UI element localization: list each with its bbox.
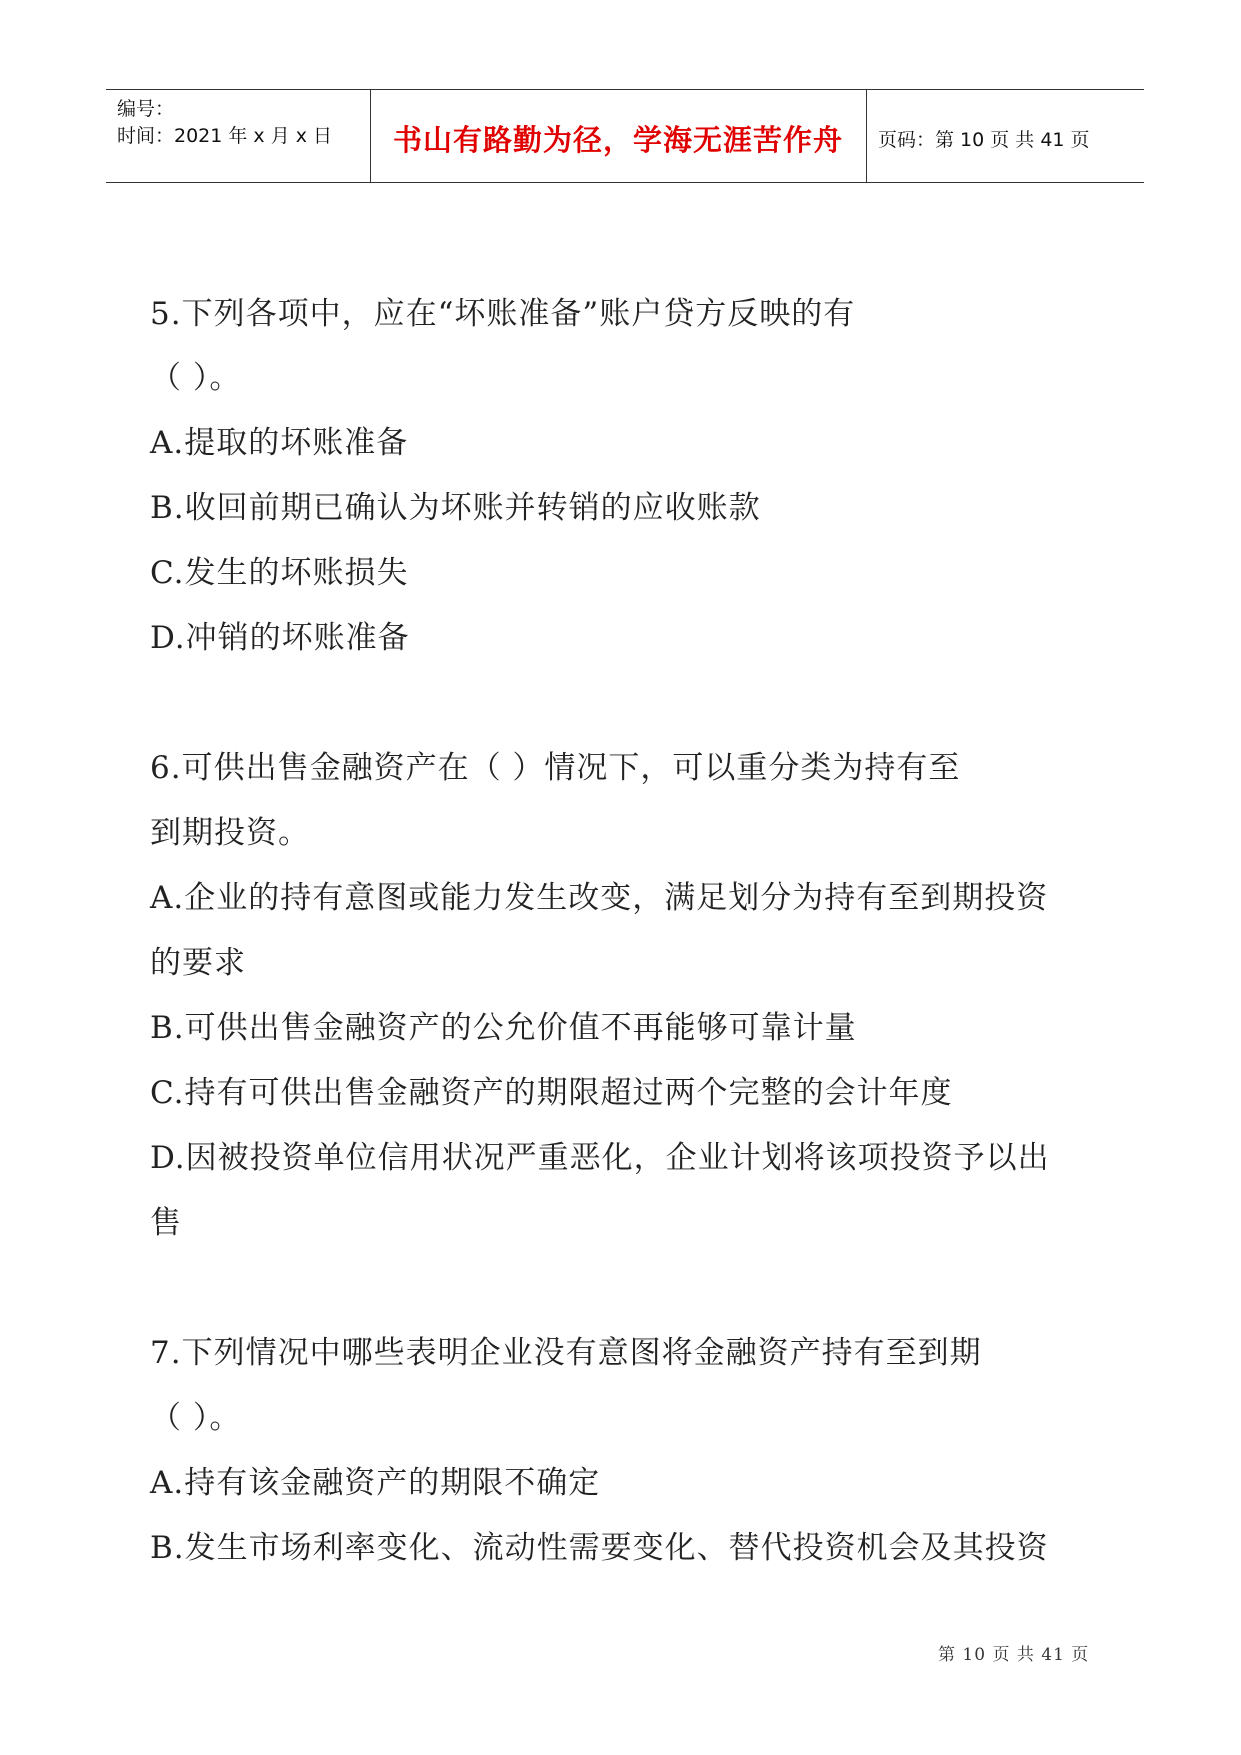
question-7-stem-line-2: （ ）。 xyxy=(150,1400,242,1436)
motto: 书山有路勤为径，学海无涯苦作舟 xyxy=(392,123,843,157)
question-6-option-c: C.持有可供出售金融资产的期限超过两个完整的会计年度 xyxy=(150,1075,953,1111)
header-meta-cell xyxy=(106,90,371,182)
question-6-stem-line-2: 到期投资。 xyxy=(150,815,310,851)
question-5-stem-line-2: （ ）。 xyxy=(150,360,242,396)
question-6-stem-line-1: 6.可供出售金融资产在（ ）情况下，可以重分类为持有至 xyxy=(150,750,961,786)
question-5-option-d: D.冲销的坏账准备 xyxy=(150,620,410,656)
question-6-option-d-continued: 售 xyxy=(150,1205,182,1241)
page-footer: 第 10 页 共 41 页 xyxy=(938,1645,1090,1665)
question-5-option-a: A.提取的坏账准备 xyxy=(150,425,409,461)
page-header xyxy=(106,89,1144,183)
question-6-option-a: A.企业的持有意图或能力发生改变，满足划分为持有至到期投资 xyxy=(150,880,1049,916)
question-5-option-c: C.发生的坏账损失 xyxy=(150,555,409,591)
question-5-stem-line-1: 5.下列各项中，应在“坏账准备”账户贷方反映的有 xyxy=(150,296,856,332)
page-code: 页码：第 10 页 共 41 页 xyxy=(878,129,1090,151)
header-page-cell xyxy=(866,90,1144,182)
question-7-stem-line-1: 7.下列情况中哪些表明企业没有意图将金融资产持有至到期 xyxy=(150,1335,982,1371)
question-6-option-b: B.可供出售金融资产的公允价值不再能够可靠计量 xyxy=(150,1010,857,1046)
serial-label: 编号： xyxy=(117,98,175,120)
question-7-option-b: B.发生市场利率变化、流动性需要变化、替代投资机会及其投资 xyxy=(150,1530,1049,1566)
header-motto-cell xyxy=(370,90,867,182)
time-label: 时间：2021 年 x 月 x 日 xyxy=(117,125,333,147)
question-7-option-a: A.持有该金融资产的期限不确定 xyxy=(150,1465,601,1501)
question-5-option-b: B.收回前期已确认为坏账并转销的应收账款 xyxy=(150,490,761,526)
question-6-option-a-continued: 的要求 xyxy=(150,945,246,981)
question-6-option-d: D.因被投资单位信用状况严重恶化，企业计划将该项投资予以出 xyxy=(150,1140,1050,1176)
